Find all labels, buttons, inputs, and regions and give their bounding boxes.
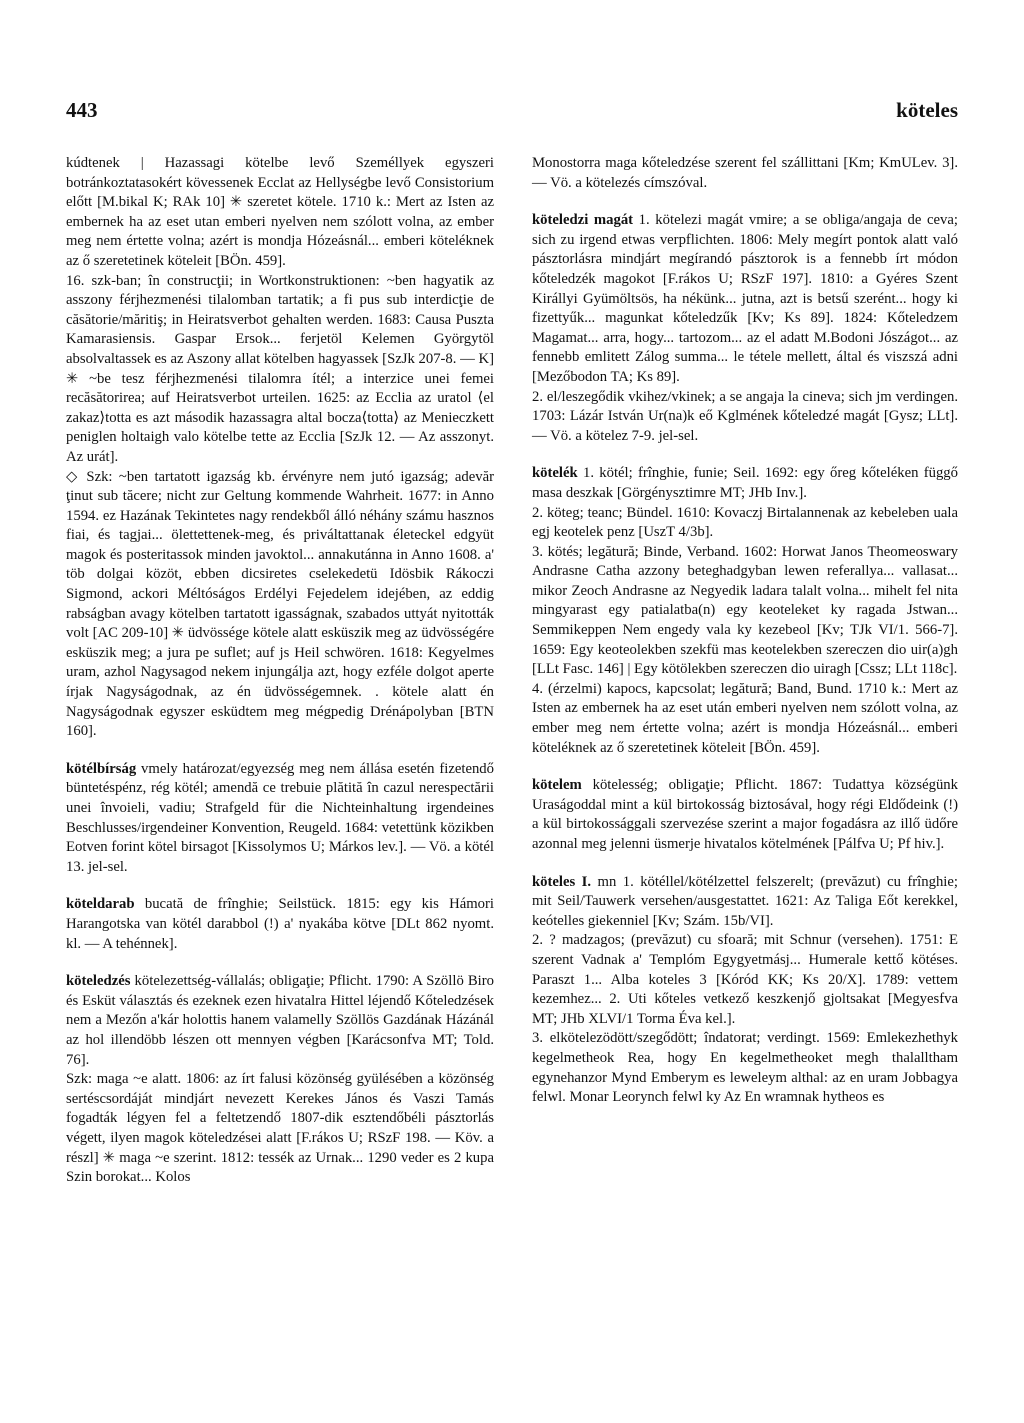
dictionary-entry	[66, 895, 494, 954]
entry-paragraph: 3. elkötelezödött/szegődött; îndatorat; verdingt. 1569: Emlekezhethyk kegelmetheok Rea, hogy En kegelmetheoket megh thalalltham egynehanzor Mynd Emberym es leweleym althal: az en uram Jobbagya felwl. Monar Leorynch felwl ky Az En wramnak hytheos es	[532, 1030, 958, 1106]
headword: köteledzés	[66, 973, 131, 990]
entry-paragraph: 4. (érzelmi) kapocs, kapcsolat; legătură; Band, Bund. 1710 k.: Mert az Isten az embernek ha az eset után emberi nyelven nem szólott volna, az ember meg nem értette volna; azért is mondja Hózeásnál... emberi köteléknek az ő szeretetinek köteleit [BÖn. 459].	[532, 680, 958, 756]
entry-paragraph: 2. ? madzagos; (prevăzut) cu sfoară; mit Schnur (versehen). 1751: E szerent Vadnak a' Templóm Egygyetmásj... Humerale kettő kötéses. Paraszt 1... Alba koteles 3 [Kóród KK; Ks 20/X]. 1789: vettem kezemhez... 2. Uti kőteles vetkező keszkenjő gjoltsakat [Megyesfva MT; JHb XLVI/1 Torma Éva kel.].	[532, 932, 958, 1027]
left-column	[66, 154, 494, 1206]
entry-paragraph: kötelem kötelesség; obligaţie; Pflicht. 1867: Tudattya községünk Uraságoddal mint a kül birtokosság biztosával, hogy régi Eldődeink (!) a kül birtokossággali szervezése szerint a major fogadásra az illő üdőre azonnal meg jelenni üsmerje hivatalos kötelmének [Pálfva U; Pf hiv.].	[532, 777, 958, 852]
page-header	[66, 98, 958, 128]
entry-paragraph: köteles I. mn 1. kötéllel/kötélzettel felszerelt; (prevăzut) cu frînghie; mit Seil/Tauwerk versehen/ausgestattet. 1621: Az Taliga Eőt kerekkel, keótelles giekenniel [Kv; Szám. 15b/VI].	[532, 873, 958, 929]
entry-paragraph: kötélbírság vmely határozat/egyezség meg nem állása esetén fizetendő büntetéspénz, rég kötél; amendă ce trebuie plătită în cazul nerespectării unei învoieli, vadiu; Strafgeld für die Nichteinhaltung irgendeines Beschlusses/irgendeiner Konvention, Reugeld. 1684: vetettünk közikben Eotven forint kötel birsagot [Kissolymos U; Márkos lev.]. — Vö. a kötél 13. jel-sel.	[66, 760, 494, 875]
headword: köteles I.	[532, 873, 592, 890]
headword: kötelem	[532, 777, 582, 794]
headword: kötélbírság	[66, 760, 137, 777]
dictionary-entry	[66, 154, 494, 742]
entry-paragraph: Szk: maga ~e alatt. 1806: az írt falusi közönség gyülésében a közönség sertéscsordáját mindjárt nevezett Kerekes János és Vaszi Tamás fogadták légyen fel a feltetzendő 1807-dik esztendőbéli pásztorlás végett, ilyen magok köteledzései alatt [F.rákos U; RSzF 198. — Köv. a részl] ✳ maga ~e szerint. 1812: tessék az Urnak... 1290 veder es 2 kupa Szin borokat... Kolos	[66, 1071, 494, 1186]
right-column	[532, 154, 958, 1126]
entry-paragraph: köteledzés kötelezettség-vállalás; obligaţie; Pflicht. 1790: A Szöllö Biro és Esküt választás és ezeknek ezen hivatalra Hittel léjendő Kőteledzések nem a Mezőn a'kár holottis hanem valamelly Szöllös Gazdának Házánál az hol illendöbb lészen ott mennyen végben [Karácsonfva MT; Told. 76].	[66, 973, 494, 1068]
entry-paragraph: Monostorra maga kőteledzése szerent fel szállittani [Km; KmULev. 3]. — Vö. a kötelezés címszóval.	[532, 155, 958, 191]
headword: kötelék	[532, 465, 578, 482]
entry-paragraph: 3. kötés; legătură; Binde, Verband. 1602: Horwat Janos Theomeoswary Andrasne Catha azzony beteghadgyban lewen referallya... vallasat... mikor Zeoch Andrasne az Negyedik ladara talalt volna... mihelt fel nita mingyarast egy patialatba(n) egy keoteleket ky ragada Jstwan... Semmikeppen Nem engedy vala ky kezebeol [Kv; TJk VI/1. 566-7]. 1659: Egy keoteolekben szekfü mas keotelekben szereczen dio uir(a)gh [LLt Fasc. 146] | Egy kötölekben szereczen dio uiragh [Cssz; LLt 118c].	[532, 543, 958, 678]
dictionary-entry	[532, 873, 958, 1108]
entry-paragraph: köteledzi magát 1. kötelezi magát vmire; a se obliga/angaja de ceva; sich zu irgend etwas verpflichten. 1806: Mely megírt pontok alatt való pásztorlásra mindjárt megírandó pásztorok is a fennebb írt módon kőteledzék magokot [F.rákos U; RSzF 197]. 1810: a Gyéres Szent Királlyi Gyümöltsös, ha nékünk... jutna, azt is betsű szerént... hogy ki fizettyűk... magunkat kőteledzűk [Kv; Ks 89]. 1824: Kőteledzem Magamat... arra, hogy... tartozom... az el adatt M.Bodoni Jószágot... az fennebb emlitett Zálog summa... le tétele mellett, által és viszszá adni [Mezőbodon TA; Ks 89].	[532, 212, 958, 385]
dictionary-entry	[532, 464, 958, 758]
headword: köteledzi magát	[532, 212, 634, 229]
entry-paragraph: köteldarab bucată de frînghie; Seilstück. 1815: egy kis Hámori Harangotska van kötél darabbol (!) a' nyakába kötve [DLt 862 nyomt. kl. — A tehénnek].	[66, 896, 494, 952]
dictionary-entry	[532, 154, 958, 193]
dictionary-entry	[532, 211, 958, 446]
dictionary-entry	[532, 776, 958, 854]
dictionary-entry	[66, 972, 494, 1188]
entry-paragraph: 2. el/leszegődik vkihez/vkinek; a se angaja la cineva; sich jm verdingen. 1703: Lázár István Ur(na)k eő Kglmének kőteledzé magát [Gysz; LLt]. — Vö. a kötelez 7-9. jel-sel.	[532, 388, 958, 444]
entry-paragraph: ◇ Szk: ~ben tartatott igazság kb. érvényre nem jutó igazság; adevăr ţinut sub tăcere; nicht zur Geltung kommende Wahrheit. 1677: in Anno 1594. ez Hazának Tekintetes nagy rendekből álló néhány számu hasznos fiai, és tagjai... ölettettenek-meg, és priváltattanak életeckel edgyüt magok és posteritassok minden javoktol... annakutánna in Anno 1608. a' töb dolgai közöt, ebben dicsiretes cselekedetü Idösbik Rákoczi Sigmond, ackori Méltóságos Erdélyi Fejedelem idejében, az eddig rabságban avagy kötelben tartatott igasságnak, szabados uttyát nyitották volt [AC 209-10] ✳ üdvössége kötele alatt esküszik meg az üdvösségére esküszik meg; a jura pe suflet; auf js Heil schwören. 1618: Kegyelmes uram, azhol Nagysagod nekem injungálja azt, hogy ezféle dolgot aperte írjak Nagyságodnak, az én üdvösségemnek. . kötele alatt én Nagyságodnak egyszer esküdtem meg mégpedig Drénápolyban [BTN 160].	[66, 468, 494, 740]
entry-paragraph: 2. köteg; teanc; Bündel. 1610: Kovaczj Birtalannenak az kebeleben uala egj keotelek penz [UszT 4/3b].	[532, 504, 958, 541]
entry-paragraph: kötelék 1. kötél; frînghie, funie; Seil. 1692: egy őreg kőteléken függő masa deszkak [Görgénysztimre MT; JHb Inv.].	[532, 465, 958, 501]
dictionary-entry	[66, 760, 494, 878]
headword: köteldarab	[66, 896, 135, 913]
entry-paragraph: kúdtenek | Hazassagi kötelbe levő Személlyek egyszeri botránkoztatasokért kövessenek Ecclat az Hellységbe levő Consistorium előtt [M.bikal K; RAk 10] ✳ szeretet kötele. 1710 k.: Mert az Isten az embernek ha az eset utan emberi nyelven nem szólott volna, az ember meg nem értette volna; azért is mondja Hózeásnál... emberi köteléknek az ő szeretetinek köteleit [BÖn. 459].	[66, 155, 494, 269]
running-head: köteles	[896, 98, 958, 122]
page-number: 443	[66, 98, 98, 122]
entry-paragraph: 16. szk-ban; în construcţii; in Wortkonstruktionen: ~ben hagyatik az asszony férjhezmenési tilalomban tartatik; a fi pus sub interdicţie de căsătorie/măritiş; in Heiratsverbot gehalten werden. 1683: Causa Puszta Kamarasiensis. Gaspar Ersok... ferjetöl Kelemen Györgytöl absolvaltassek es az Aszony allat kötelben hagyassek [SzJk 207-8. — K] ✳ ~be tesz férjhezmenési tilalomra ítél; a interzice unei femei recăsătorirea; auf Heiratsverbot urteilen. 1625: az Ecclia az uratol ⟨el zakaz⟩totta es azt második hazassagra altal bocza⟨totta⟩ az Menieczkett peniglen holtaigh valo kötelbe tette az Ecclia [SzJk 12. — Az asszonyt. Az urát].	[66, 272, 494, 465]
